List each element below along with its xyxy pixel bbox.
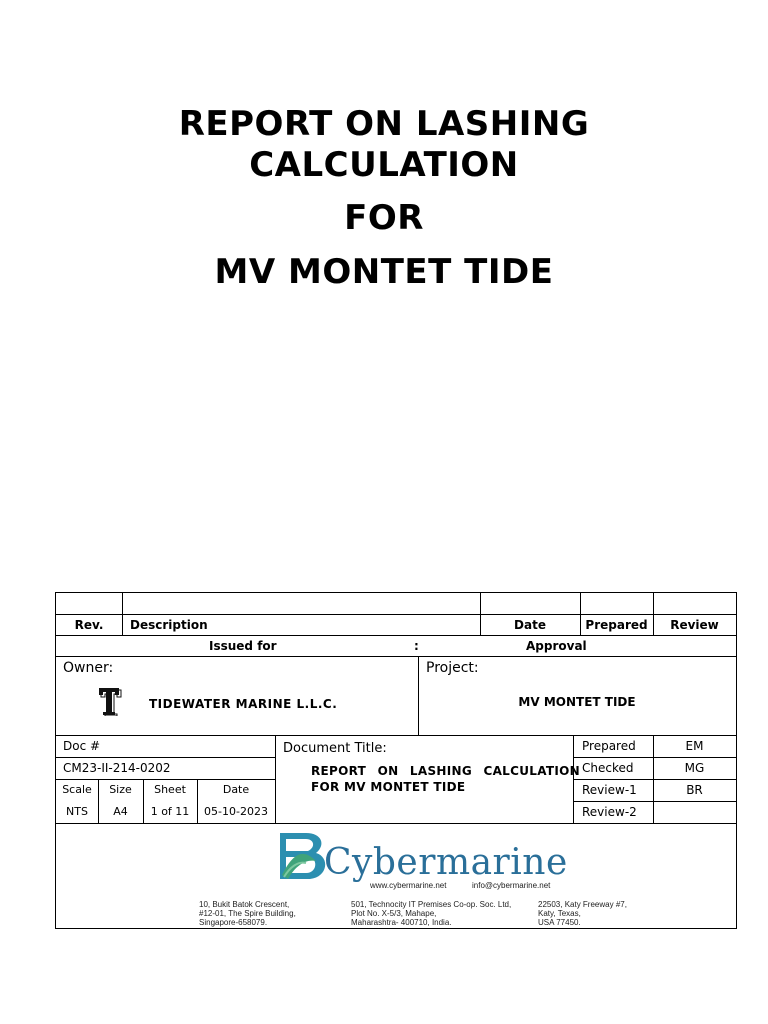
project-name: MV MONTET TIDE	[518, 695, 636, 709]
date-header: Date	[514, 618, 546, 632]
report-title-line-2: CALCULATION	[249, 145, 519, 185]
address-in-line-1: 501, Technocity IT Premises Co-op. Soc. Ltd,	[351, 900, 512, 909]
scale-value: NTS	[66, 805, 88, 818]
company-email: info@cybermarine.net	[472, 881, 551, 890]
company-website: www.cybermarine.net	[370, 881, 447, 890]
address-in-line-2: Plot No. X-5/3, Mahape,	[351, 909, 437, 918]
doc-number-label: Doc #	[63, 739, 101, 753]
address-sg-line-3: Singapore-658079.	[199, 918, 268, 927]
size-value: A4	[113, 805, 128, 818]
title-block-table	[55, 592, 737, 929]
report-title-line-4: MV MONTET TIDE	[214, 252, 554, 292]
date-value: 05-10-2023	[204, 805, 268, 818]
review-1-initials: BR	[686, 783, 703, 797]
date-header-doc: Date	[222, 783, 250, 796]
company-brand: Cybermarine	[324, 842, 568, 883]
size-header: Size	[109, 783, 132, 796]
sheet-value: 1 of 11	[150, 805, 190, 818]
project-label: Project:	[426, 660, 479, 676]
owner-label: Owner:	[63, 660, 114, 676]
issued-for-label: Issued for	[209, 639, 277, 653]
report-title-line-1: REPORT ON LASHING	[178, 104, 590, 144]
sheet-header: Sheet	[154, 783, 186, 796]
tidewater-t-logo-icon	[96, 686, 122, 716]
address-sg-line-2: #12-01, The Spire Building,	[199, 909, 296, 918]
owner-name: TIDEWATER MARINE L.L.C.	[149, 697, 338, 711]
address-us-line-2: Katy, Texas,	[538, 909, 581, 918]
scale-header: Scale	[62, 783, 92, 796]
report-title-line-3: FOR	[344, 198, 424, 238]
address-in-line-3: Maharashtra- 400710, India.	[351, 918, 452, 927]
document-title-line-2: FOR MV MONTET TIDE	[311, 780, 466, 794]
description-header: Description	[130, 618, 208, 632]
doc-number: CM23-II-214-0202	[63, 761, 171, 775]
address-us-line-1: 22503, Katy Freeway #7,	[538, 900, 627, 909]
rev-header: Rev.	[74, 618, 104, 632]
document-title-label: Document Title:	[283, 741, 387, 756]
prepared-initials: EM	[685, 739, 704, 753]
prepared-header: Prepared	[585, 618, 648, 632]
approval-value: Approval	[526, 639, 587, 653]
prepared-role: Prepared	[582, 739, 636, 753]
issued-for-colon: :	[414, 639, 419, 653]
address-us-line-3: USA 77450.	[538, 918, 581, 927]
document-title-line-1: REPORT ON LASHING CALCULATION	[311, 764, 580, 778]
checked-initials: MG	[684, 761, 705, 775]
address-sg-line-1: 10, Bukit Batok Crescent,	[199, 900, 290, 909]
review-1-role: Review-1	[582, 783, 637, 797]
checked-role: Checked	[582, 761, 634, 775]
review-header: Review	[670, 618, 719, 632]
review-2-role: Review-2	[582, 805, 637, 819]
